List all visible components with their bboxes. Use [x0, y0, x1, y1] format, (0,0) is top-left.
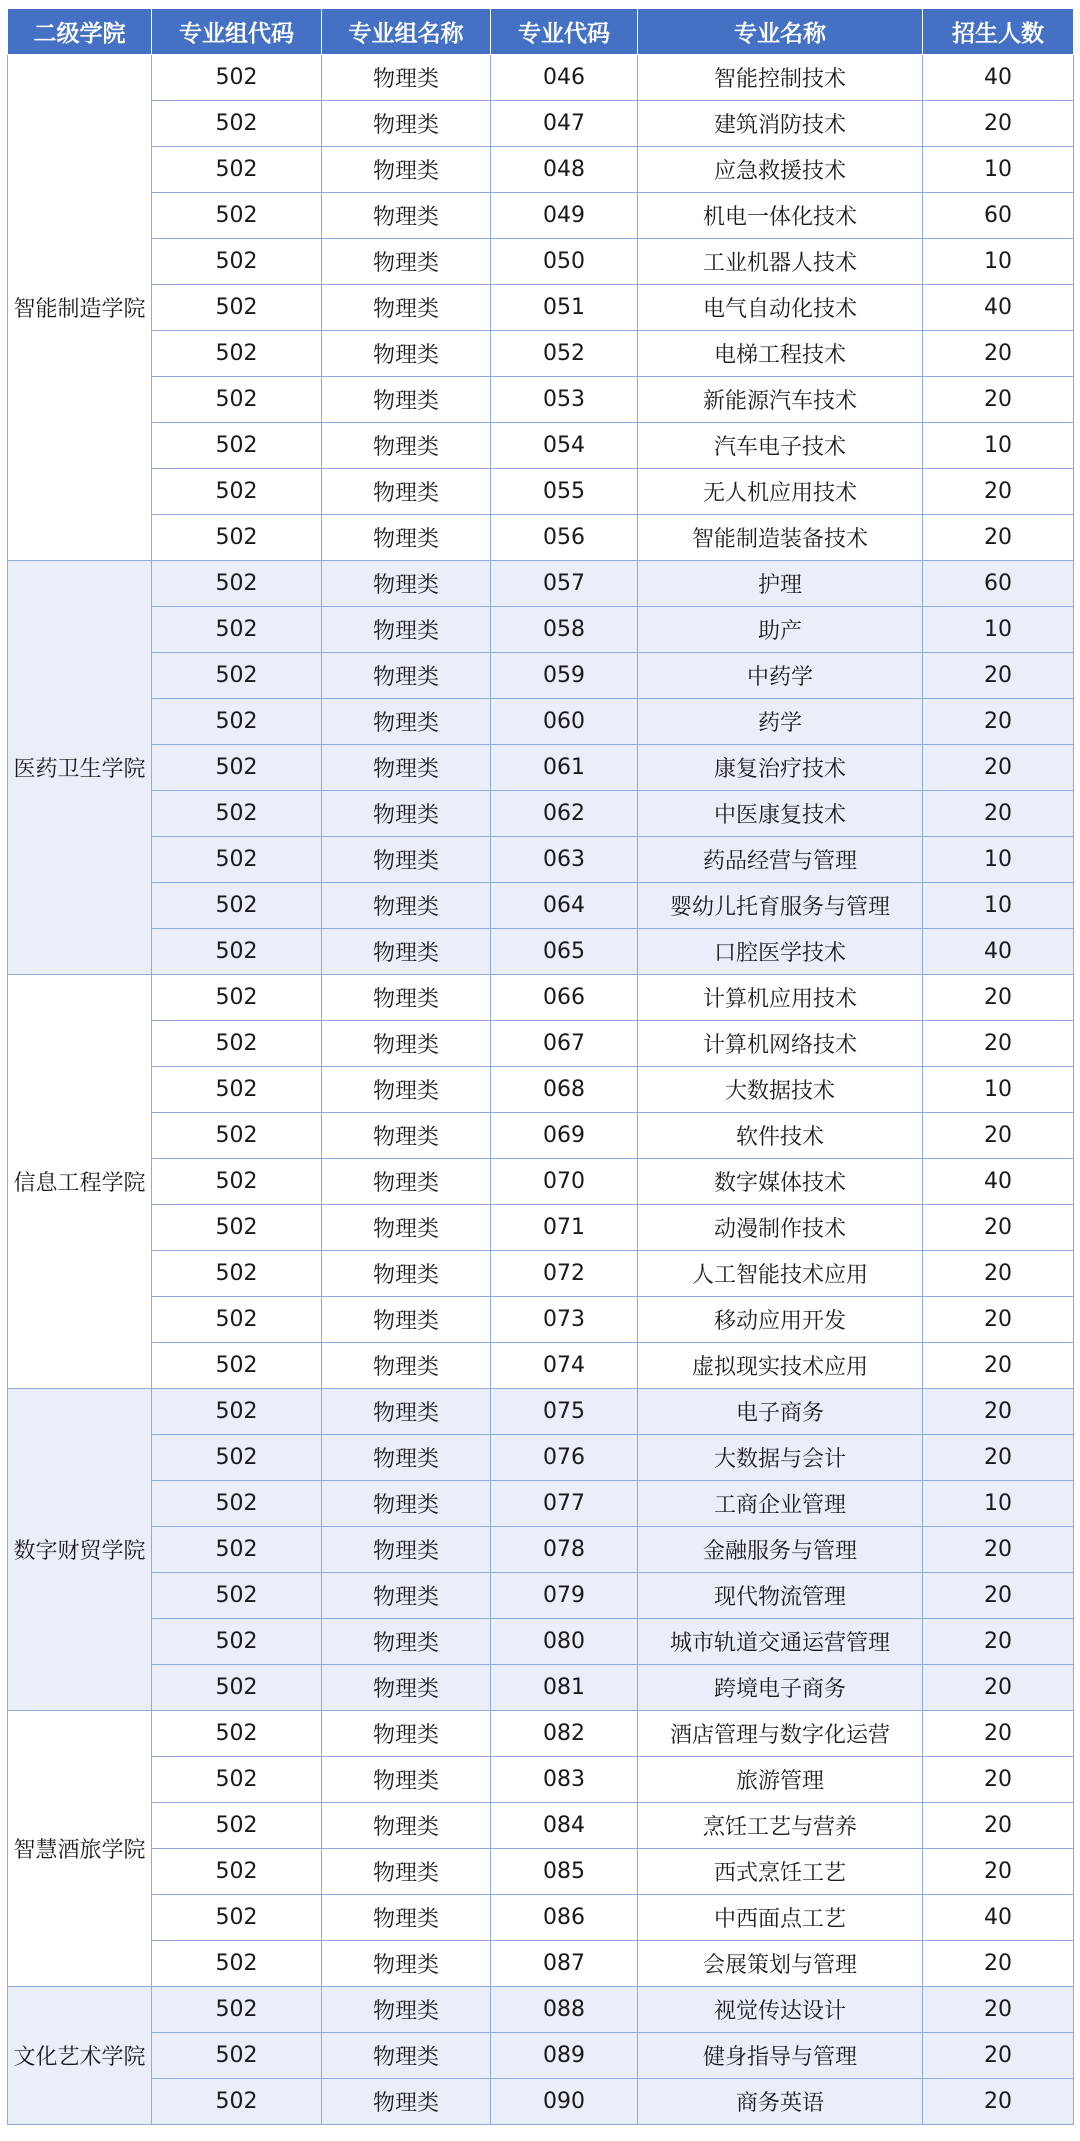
table-row	[8, 975, 1074, 1021]
group-code-cell: 502	[152, 653, 322, 699]
header-major-code: 专业代码	[491, 9, 638, 55]
enrollment-cell: 20	[923, 1389, 1074, 1435]
major-name-cell: 虚拟现实技术应用	[638, 1343, 923, 1389]
group-name-cell: 物理类	[322, 653, 491, 699]
group-name-cell: 物理类	[322, 1711, 491, 1757]
table-row	[8, 929, 1074, 975]
enrollment-cell: 20	[923, 791, 1074, 837]
table-row	[8, 101, 1074, 147]
enrollment-cell: 20	[923, 1987, 1074, 2033]
group-name-cell: 物理类	[322, 1665, 491, 1711]
table-row	[8, 699, 1074, 745]
major-code-cell: 089	[491, 2033, 638, 2079]
group-name-cell: 物理类	[322, 1619, 491, 1665]
table-row	[8, 745, 1074, 791]
enrollment-cell: 20	[923, 469, 1074, 515]
major-name-cell: 口腔医学技术	[638, 929, 923, 975]
enrollment-cell: 20	[923, 745, 1074, 791]
college-cell: 数字财贸学院	[8, 1389, 152, 1711]
major-code-cell: 085	[491, 1849, 638, 1895]
major-name-cell: 中药学	[638, 653, 923, 699]
group-name-cell: 物理类	[322, 1941, 491, 1987]
group-name-cell: 物理类	[322, 2079, 491, 2125]
major-code-cell: 049	[491, 193, 638, 239]
table-row	[8, 147, 1074, 193]
group-name-cell: 物理类	[322, 331, 491, 377]
table-row	[8, 377, 1074, 423]
table-row	[8, 1665, 1074, 1711]
enrollment-cell: 20	[923, 1251, 1074, 1297]
major-code-cell: 058	[491, 607, 638, 653]
group-name-cell: 物理类	[322, 147, 491, 193]
table-body	[8, 55, 1074, 2125]
group-code-cell: 502	[152, 331, 322, 377]
table-row	[8, 285, 1074, 331]
table-row	[8, 1711, 1074, 1757]
table-row	[8, 1987, 1074, 2033]
group-code-cell: 502	[152, 2079, 322, 2125]
major-code-cell: 082	[491, 1711, 638, 1757]
major-name-cell: 电气自动化技术	[638, 285, 923, 331]
table-row	[8, 1573, 1074, 1619]
major-name-cell: 工商企业管理	[638, 1481, 923, 1527]
major-name-cell: 会展策划与管理	[638, 1941, 923, 1987]
table-row	[8, 1803, 1074, 1849]
major-code-cell: 046	[491, 55, 638, 101]
table-row	[8, 1757, 1074, 1803]
group-name-cell: 物理类	[322, 1113, 491, 1159]
group-code-cell: 502	[152, 193, 322, 239]
enrollment-cell: 20	[923, 515, 1074, 561]
major-code-cell: 073	[491, 1297, 638, 1343]
major-name-cell: 大数据技术	[638, 1067, 923, 1113]
major-name-cell: 大数据与会计	[638, 1435, 923, 1481]
table-row	[8, 1021, 1074, 1067]
group-name-cell: 物理类	[322, 975, 491, 1021]
enrollment-cell: 20	[923, 101, 1074, 147]
enrollment-cell: 20	[923, 699, 1074, 745]
major-code-cell: 057	[491, 561, 638, 607]
major-name-cell: 康复治疗技术	[638, 745, 923, 791]
table-row	[8, 515, 1074, 561]
major-name-cell: 电梯工程技术	[638, 331, 923, 377]
major-code-cell: 069	[491, 1113, 638, 1159]
major-code-cell: 056	[491, 515, 638, 561]
group-name-cell: 物理类	[322, 561, 491, 607]
college-cell: 文化艺术学院	[8, 1987, 152, 2125]
table-row	[8, 2079, 1074, 2125]
major-name-cell: 计算机应用技术	[638, 975, 923, 1021]
table-row	[8, 1389, 1074, 1435]
group-code-cell: 502	[152, 55, 322, 101]
enrollment-cell: 40	[923, 285, 1074, 331]
table-row	[8, 1435, 1074, 1481]
college-cell: 信息工程学院	[8, 975, 152, 1389]
major-code-cell: 083	[491, 1757, 638, 1803]
group-code-cell: 502	[152, 883, 322, 929]
enrollment-cell: 20	[923, 331, 1074, 377]
major-code-cell: 066	[491, 975, 638, 1021]
major-code-cell: 078	[491, 1527, 638, 1573]
major-name-cell: 计算机网络技术	[638, 1021, 923, 1067]
major-name-cell: 金融服务与管理	[638, 1527, 923, 1573]
group-name-cell: 物理类	[322, 1435, 491, 1481]
table-row	[8, 1527, 1074, 1573]
major-name-cell: 药品经营与管理	[638, 837, 923, 883]
group-code-cell: 502	[152, 239, 322, 285]
group-name-cell: 物理类	[322, 55, 491, 101]
group-code-cell: 502	[152, 607, 322, 653]
group-name-cell: 物理类	[322, 469, 491, 515]
group-code-cell: 502	[152, 1987, 322, 2033]
major-code-cell: 062	[491, 791, 638, 837]
major-code-cell: 081	[491, 1665, 638, 1711]
group-name-cell: 物理类	[322, 1389, 491, 1435]
group-name-cell: 物理类	[322, 1159, 491, 1205]
enrollment-cell: 10	[923, 883, 1074, 929]
group-code-cell: 502	[152, 1159, 322, 1205]
group-name-cell: 物理类	[322, 377, 491, 423]
enrollment-cell: 60	[923, 561, 1074, 607]
group-code-cell: 502	[152, 699, 322, 745]
enrollment-cell: 20	[923, 1205, 1074, 1251]
group-code-cell: 502	[152, 147, 322, 193]
major-code-cell: 050	[491, 239, 638, 285]
enrollment-cell: 10	[923, 607, 1074, 653]
major-code-cell: 061	[491, 745, 638, 791]
major-code-cell: 090	[491, 2079, 638, 2125]
group-name-cell: 物理类	[322, 1527, 491, 1573]
enrollment-cell: 10	[923, 147, 1074, 193]
enrollment-cell: 20	[923, 1941, 1074, 1987]
table-row	[8, 55, 1074, 101]
group-code-cell: 502	[152, 791, 322, 837]
group-name-cell: 物理类	[322, 1021, 491, 1067]
enrollment-cell: 20	[923, 1711, 1074, 1757]
group-code-cell: 502	[152, 2033, 322, 2079]
table-row	[8, 193, 1074, 239]
group-code-cell: 502	[152, 837, 322, 883]
group-name-cell: 物理类	[322, 883, 491, 929]
enrollment-cell: 20	[923, 1435, 1074, 1481]
table-row	[8, 1343, 1074, 1389]
group-code-cell: 502	[152, 1389, 322, 1435]
major-code-cell: 087	[491, 1941, 638, 1987]
group-code-cell: 502	[152, 515, 322, 561]
college-cell: 医药卫生学院	[8, 561, 152, 975]
header-enrollment: 招生人数	[923, 9, 1074, 55]
group-name-cell: 物理类	[322, 193, 491, 239]
major-code-cell: 051	[491, 285, 638, 331]
group-name-cell: 物理类	[322, 1803, 491, 1849]
enrollment-cell: 20	[923, 377, 1074, 423]
enrollment-cell: 20	[923, 653, 1074, 699]
group-code-cell: 502	[152, 1113, 322, 1159]
group-code-cell: 502	[152, 101, 322, 147]
table-row	[8, 1619, 1074, 1665]
table-row	[8, 423, 1074, 469]
header-major-name: 专业名称	[638, 9, 923, 55]
major-code-cell: 047	[491, 101, 638, 147]
group-name-cell: 物理类	[322, 515, 491, 561]
major-name-cell: 数字媒体技术	[638, 1159, 923, 1205]
major-name-cell: 电子商务	[638, 1389, 923, 1435]
enrollment-cell: 40	[923, 1159, 1074, 1205]
major-name-cell: 建筑消防技术	[638, 101, 923, 147]
enrollment-cell: 40	[923, 55, 1074, 101]
group-code-cell: 502	[152, 377, 322, 423]
major-name-cell: 新能源汽车技术	[638, 377, 923, 423]
enrollment-cell: 40	[923, 1895, 1074, 1941]
table-row	[8, 607, 1074, 653]
group-code-cell: 502	[152, 975, 322, 1021]
major-code-cell: 053	[491, 377, 638, 423]
college-cell: 智慧酒旅学院	[8, 1711, 152, 1987]
group-code-cell: 502	[152, 1021, 322, 1067]
enrollment-table	[7, 8, 1074, 2125]
major-code-cell: 084	[491, 1803, 638, 1849]
major-name-cell: 视觉传达设计	[638, 1987, 923, 2033]
major-name-cell: 应急救援技术	[638, 147, 923, 193]
enrollment-cell: 60	[923, 193, 1074, 239]
major-code-cell: 054	[491, 423, 638, 469]
major-code-cell: 048	[491, 147, 638, 193]
enrollment-cell: 10	[923, 1067, 1074, 1113]
group-code-cell: 502	[152, 561, 322, 607]
group-code-cell: 502	[152, 1941, 322, 1987]
enrollment-cell: 20	[923, 1527, 1074, 1573]
group-code-cell: 502	[152, 1895, 322, 1941]
enrollment-cell: 20	[923, 975, 1074, 1021]
group-name-cell: 物理类	[322, 929, 491, 975]
enrollment-cell: 20	[923, 1849, 1074, 1895]
table-row	[8, 561, 1074, 607]
enrollment-table-container	[7, 8, 1073, 2125]
major-name-cell: 婴幼儿托育服务与管理	[638, 883, 923, 929]
group-code-cell: 502	[152, 469, 322, 515]
group-name-cell: 物理类	[322, 1573, 491, 1619]
table-row	[8, 239, 1074, 285]
major-name-cell: 中医康复技术	[638, 791, 923, 837]
enrollment-cell: 10	[923, 837, 1074, 883]
major-name-cell: 助产	[638, 607, 923, 653]
major-name-cell: 工业机器人技术	[638, 239, 923, 285]
major-name-cell: 酒店管理与数字化运营	[638, 1711, 923, 1757]
table-row	[8, 1481, 1074, 1527]
major-name-cell: 人工智能技术应用	[638, 1251, 923, 1297]
group-name-cell: 物理类	[322, 1987, 491, 2033]
enrollment-cell: 20	[923, 1113, 1074, 1159]
enrollment-cell: 10	[923, 239, 1074, 285]
major-name-cell: 烹饪工艺与营养	[638, 1803, 923, 1849]
major-code-cell: 060	[491, 699, 638, 745]
header-college: 二级学院	[8, 9, 152, 55]
major-code-cell: 075	[491, 1389, 638, 1435]
group-code-cell: 502	[152, 745, 322, 791]
major-code-cell: 076	[491, 1435, 638, 1481]
enrollment-cell: 10	[923, 1481, 1074, 1527]
group-name-cell: 物理类	[322, 791, 491, 837]
header-group-name: 专业组名称	[322, 9, 491, 55]
table-row	[8, 653, 1074, 699]
table-row	[8, 1251, 1074, 1297]
major-name-cell: 城市轨道交通运营管理	[638, 1619, 923, 1665]
major-code-cell: 079	[491, 1573, 638, 1619]
table-row	[8, 1205, 1074, 1251]
major-name-cell: 机电一体化技术	[638, 193, 923, 239]
table-row	[8, 791, 1074, 837]
table-row	[8, 469, 1074, 515]
enrollment-cell: 20	[923, 2079, 1074, 2125]
group-code-cell: 502	[152, 1619, 322, 1665]
table-row	[8, 1159, 1074, 1205]
major-name-cell: 健身指导与管理	[638, 2033, 923, 2079]
group-name-cell: 物理类	[322, 1849, 491, 1895]
major-code-cell: 063	[491, 837, 638, 883]
major-code-cell: 071	[491, 1205, 638, 1251]
group-code-cell: 502	[152, 1803, 322, 1849]
major-code-cell: 070	[491, 1159, 638, 1205]
group-name-cell: 物理类	[322, 1205, 491, 1251]
enrollment-cell: 20	[923, 1021, 1074, 1067]
group-name-cell: 物理类	[322, 1343, 491, 1389]
group-name-cell: 物理类	[322, 101, 491, 147]
enrollment-cell: 20	[923, 2033, 1074, 2079]
major-name-cell: 商务英语	[638, 2079, 923, 2125]
table-row	[8, 2033, 1074, 2079]
table-row	[8, 1297, 1074, 1343]
group-code-cell: 502	[152, 1297, 322, 1343]
group-code-cell: 502	[152, 285, 322, 331]
major-code-cell: 059	[491, 653, 638, 699]
group-code-cell: 502	[152, 1757, 322, 1803]
group-name-cell: 物理类	[322, 1297, 491, 1343]
major-code-cell: 052	[491, 331, 638, 377]
major-code-cell: 068	[491, 1067, 638, 1113]
group-name-cell: 物理类	[322, 699, 491, 745]
enrollment-cell: 10	[923, 423, 1074, 469]
group-code-cell: 502	[152, 1527, 322, 1573]
major-code-cell: 088	[491, 1987, 638, 2033]
group-name-cell: 物理类	[322, 423, 491, 469]
group-code-cell: 502	[152, 1435, 322, 1481]
major-code-cell: 072	[491, 1251, 638, 1297]
major-name-cell: 现代物流管理	[638, 1573, 923, 1619]
group-name-cell: 物理类	[322, 1481, 491, 1527]
group-code-cell: 502	[152, 1711, 322, 1757]
major-name-cell: 旅游管理	[638, 1757, 923, 1803]
enrollment-cell: 20	[923, 1573, 1074, 1619]
major-code-cell: 074	[491, 1343, 638, 1389]
group-code-cell: 502	[152, 1573, 322, 1619]
group-name-cell: 物理类	[322, 239, 491, 285]
major-name-cell: 西式烹饪工艺	[638, 1849, 923, 1895]
major-code-cell: 077	[491, 1481, 638, 1527]
group-name-cell: 物理类	[322, 285, 491, 331]
group-name-cell: 物理类	[322, 2033, 491, 2079]
enrollment-cell: 20	[923, 1803, 1074, 1849]
table-row	[8, 1113, 1074, 1159]
group-name-cell: 物理类	[322, 607, 491, 653]
group-code-cell: 502	[152, 423, 322, 469]
group-name-cell: 物理类	[322, 1757, 491, 1803]
group-code-cell: 502	[152, 929, 322, 975]
enrollment-cell: 20	[923, 1343, 1074, 1389]
group-code-cell: 502	[152, 1205, 322, 1251]
group-name-cell: 物理类	[322, 837, 491, 883]
table-row	[8, 1849, 1074, 1895]
table-header-row	[8, 9, 1074, 55]
major-name-cell: 移动应用开发	[638, 1297, 923, 1343]
group-code-cell: 502	[152, 1481, 322, 1527]
major-code-cell: 086	[491, 1895, 638, 1941]
group-code-cell: 502	[152, 1251, 322, 1297]
major-name-cell: 护理	[638, 561, 923, 607]
major-code-cell: 055	[491, 469, 638, 515]
group-name-cell: 物理类	[322, 1251, 491, 1297]
major-name-cell: 跨境电子商务	[638, 1665, 923, 1711]
major-name-cell: 汽车电子技术	[638, 423, 923, 469]
table-row	[8, 1941, 1074, 1987]
enrollment-cell: 20	[923, 1757, 1074, 1803]
group-code-cell: 502	[152, 1343, 322, 1389]
enrollment-cell: 20	[923, 1619, 1074, 1665]
group-code-cell: 502	[152, 1665, 322, 1711]
major-name-cell: 动漫制作技术	[638, 1205, 923, 1251]
group-code-cell: 502	[152, 1849, 322, 1895]
table-row	[8, 1895, 1074, 1941]
major-name-cell: 智能控制技术	[638, 55, 923, 101]
header-group-code: 专业组代码	[152, 9, 322, 55]
table-row	[8, 1067, 1074, 1113]
major-name-cell: 无人机应用技术	[638, 469, 923, 515]
major-code-cell: 064	[491, 883, 638, 929]
major-name-cell: 药学	[638, 699, 923, 745]
group-name-cell: 物理类	[322, 745, 491, 791]
table-row	[8, 883, 1074, 929]
table-row	[8, 837, 1074, 883]
major-name-cell: 软件技术	[638, 1113, 923, 1159]
enrollment-cell: 20	[923, 1665, 1074, 1711]
group-name-cell: 物理类	[322, 1895, 491, 1941]
major-code-cell: 065	[491, 929, 638, 975]
major-name-cell: 中西面点工艺	[638, 1895, 923, 1941]
group-name-cell: 物理类	[322, 1067, 491, 1113]
group-code-cell: 502	[152, 1067, 322, 1113]
enrollment-cell: 40	[923, 929, 1074, 975]
enrollment-cell: 20	[923, 1297, 1074, 1343]
table-row	[8, 331, 1074, 377]
college-cell: 智能制造学院	[8, 55, 152, 561]
major-code-cell: 080	[491, 1619, 638, 1665]
major-name-cell: 智能制造装备技术	[638, 515, 923, 561]
major-code-cell: 067	[491, 1021, 638, 1067]
